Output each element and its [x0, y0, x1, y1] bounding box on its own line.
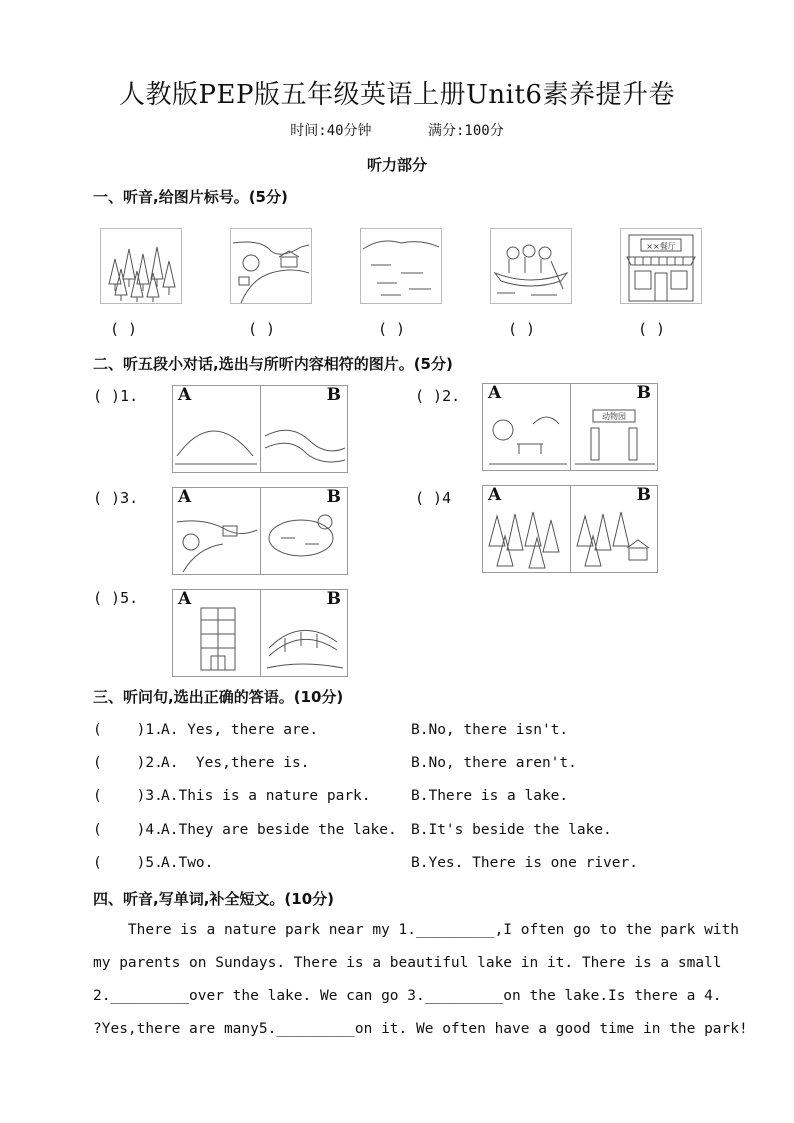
village-river-picture — [230, 228, 312, 304]
island-lake-picture — [261, 488, 348, 574]
part3-item-5-number[interactable]: ( )5. — [93, 855, 163, 871]
zoo-gate-picture — [571, 384, 658, 470]
lake-picture — [360, 228, 442, 304]
bridge-picture — [261, 590, 348, 676]
part2-item-3-pictures — [172, 487, 348, 575]
option-b-label: B — [636, 485, 651, 505]
part1-answer-3[interactable]: ( ) — [378, 320, 406, 338]
part3-heading: 三、听问句,选出正确的答语。(10分) — [93, 688, 344, 706]
part3-item-5-option-a: A.Two. — [161, 855, 214, 871]
passage-line-2: my parents on Sundays. There is a beautiful lake in it. There is a small — [93, 955, 722, 971]
part3-item-5-option-b: B.Yes. There is one river. — [411, 855, 638, 871]
exam-score: 满分:100分 — [428, 123, 504, 139]
option-b-label: B — [636, 383, 651, 403]
page-title: 人教版PEP版五年级英语上册Unit6素养提升卷 — [119, 80, 675, 110]
passage-line-1: There is a nature park near my 1._________,I often go to the park with — [93, 922, 740, 938]
listening-section-title: 听力部分 — [366, 156, 427, 174]
part3-item-4-option-b: B.It's beside the lake. — [411, 822, 612, 838]
part2-item-5-number[interactable]: ( )5. — [93, 589, 139, 607]
option-a-label: A — [178, 487, 192, 507]
passage-line-4: ?Yes,there are many5._________on it. We often have a good time in the park! — [93, 1021, 748, 1037]
building-picture — [173, 590, 261, 676]
option-a-label: A — [178, 589, 192, 609]
part2-item-5-pictures — [172, 589, 348, 677]
part3-item-3-number[interactable]: ( )3. — [93, 788, 163, 804]
svg-text:××餐厅: ××餐厅 — [646, 242, 676, 251]
part2-item-3-number[interactable]: ( )3. — [93, 489, 139, 507]
part3-item-4-option-a: A.They are beside the lake. — [161, 822, 397, 838]
mountain-picture — [173, 386, 261, 472]
part1-answer-5[interactable]: ( ) — [638, 320, 666, 338]
restaurant-picture — [620, 228, 702, 304]
part3-item-1-option-a: A. Yes, there are. — [161, 722, 319, 738]
park-picture — [483, 384, 571, 470]
part4-heading: 四、听音,写单词,补全短文。(10分) — [93, 890, 334, 908]
part3-item-1-option-b: B.No, there isn't. — [411, 722, 569, 738]
part2-item-1-pictures — [172, 385, 348, 473]
river-picture — [261, 386, 348, 472]
option-b-label: B — [326, 589, 341, 609]
part3-item-1-number[interactable]: ( )1. — [93, 722, 163, 738]
part2-item-4-number[interactable]: ( )4 — [415, 489, 452, 507]
exam-time: 时间:40分钟 — [290, 123, 372, 139]
forest-picture-a — [483, 486, 571, 572]
part3-item-3-option-a: A.This is a nature park. — [161, 788, 371, 804]
part1-answer-1[interactable]: ( ) — [110, 320, 138, 338]
part3-item-2-number[interactable]: ( )2. — [93, 755, 163, 771]
forest-picture — [100, 228, 182, 304]
boat-people-picture — [490, 228, 572, 304]
option-a-label: A — [488, 485, 502, 505]
part1-heading: 一、听音,给图片标号。(5分) — [93, 188, 288, 206]
part2-item-2-pictures — [482, 383, 658, 471]
option-a-label: A — [178, 385, 192, 405]
part2-item-1-number[interactable]: ( )1. — [93, 387, 139, 405]
village-picture — [173, 488, 261, 574]
exam-info — [0, 120, 794, 140]
passage-line-3: 2._________over the lake. We can go 3._________on the lake.Is there a 4. — [93, 988, 722, 1004]
part2-item-4-pictures — [482, 485, 658, 573]
part3-item-3-option-b: B.There is a lake. — [411, 788, 569, 804]
part3-item-2-option-b: B.No, there aren't. — [411, 755, 577, 771]
forest-house-picture — [571, 486, 658, 572]
part1-answer-4[interactable]: ( ) — [508, 320, 536, 338]
option-b-label: B — [326, 385, 341, 405]
option-a-label: A — [488, 383, 502, 403]
option-b-label: B — [326, 487, 341, 507]
part2-heading: 二、听五段小对话,选出与所听内容相符的图片。(5分) — [93, 355, 453, 373]
part2-item-2-number[interactable]: ( )2. — [415, 387, 461, 405]
svg-text:动物园: 动物园 — [601, 412, 626, 421]
part1-answer-2[interactable]: ( ) — [248, 320, 276, 338]
part3-item-2-option-a: A. Yes,there is. — [161, 755, 310, 771]
part3-item-4-number[interactable]: ( )4. — [93, 822, 163, 838]
